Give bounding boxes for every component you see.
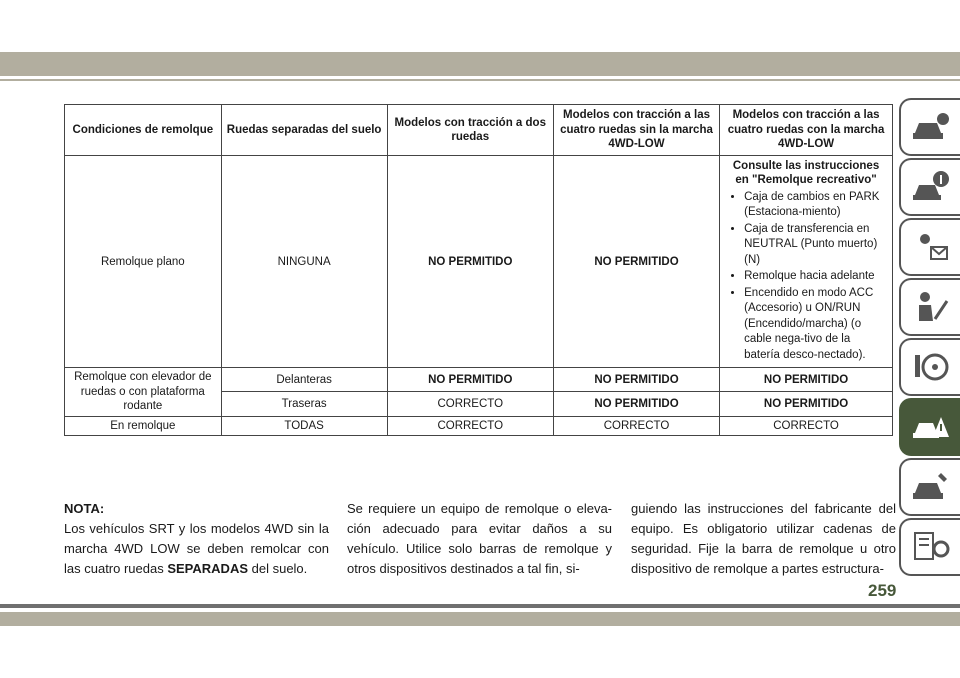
header-line: [0, 79, 960, 81]
car-wrench-icon: [911, 469, 951, 505]
table-cell: NO PERMITIDO: [387, 368, 553, 392]
tab-car-info[interactable]: [899, 98, 960, 156]
table-cell: NO PERMITIDO: [720, 368, 893, 392]
tab-maintenance[interactable]: [899, 458, 960, 516]
list-item: • Caja de cambios en PARK (Estaciona-miento): [744, 190, 886, 221]
tab-steering[interactable]: [899, 338, 960, 396]
list-item: • Caja de transferencia en NEUTRAL (Punto muerto) (N): [744, 222, 886, 269]
footer-line: [0, 604, 960, 608]
table-row: [65, 156, 893, 368]
note-label: NOTA:: [64, 501, 105, 516]
table-cell-note: [720, 156, 893, 368]
car-info-circle-icon: [911, 169, 951, 205]
table-header: Modelos con tracción a dos ruedas: [387, 105, 553, 156]
specs-gear-icon: [911, 529, 951, 565]
table-header: Modelos con tracción a las cuatro ruedas sin la marcha 4WD-LOW: [553, 105, 719, 156]
table-cell: Delanteras: [221, 368, 387, 392]
table-header-row: [65, 105, 893, 156]
table-cell: Traseras: [221, 392, 387, 416]
tab-airbag[interactable]: [899, 278, 960, 336]
towing-table: [64, 104, 893, 436]
footer-band: [0, 612, 960, 626]
table-row: [65, 416, 893, 435]
tab-car-info-circle[interactable]: [899, 158, 960, 216]
table-cell: NO PERMITIDO: [553, 156, 719, 368]
table-cell: En remolque: [65, 416, 222, 435]
table-cell: NO PERMITIDO: [720, 392, 893, 416]
body-text-bold: SEPARADAS: [167, 561, 249, 576]
table-row: [65, 368, 893, 392]
table-cell: NO PERMITIDO: [553, 392, 719, 416]
table-cell: CORRECTO: [387, 416, 553, 435]
table-cell: NO PERMITIDO: [387, 156, 553, 368]
table-header: Condiciones de remolque: [65, 105, 222, 156]
table-cell: Remolque plano: [65, 156, 222, 368]
warning-lights-icon: [911, 229, 951, 265]
car-info-icon: [911, 109, 951, 145]
airbag-person-icon: [911, 289, 951, 325]
body-column-2: Se requiere un equipo de remolque o eleva-ción adecuado para evitar daños a su vehículo. Utilice solo barras de remolque y otros dispositivos destinados a tal fin, si-: [347, 501, 612, 576]
list-item: • Encendido en modo ACC (Accesorio) u ON/RUN (Encendido/marcha) (o cable nega-tivo de la batería desco-nectado).: [744, 286, 886, 364]
steering-wheel-icon: [911, 349, 951, 385]
note-bullets: [726, 190, 886, 364]
table-cell: TODAS: [221, 416, 387, 435]
tab-car-emergency[interactable]: [899, 398, 960, 456]
list-item: • Remolque hacia adelante: [744, 269, 886, 285]
car-emergency-icon: [911, 409, 951, 445]
table-cell: CORRECTO: [553, 416, 719, 435]
table-cell: NINGUNA: [221, 156, 387, 368]
body-column-3: guiendo las instrucciones del fabricante del equipo. Es obligatorio utilizar cadenas de seguridad. Fije la barra de remolque u otro dispositivo de remolque a partes estructura-: [631, 501, 896, 576]
table-cell: NO PERMITIDO: [553, 368, 719, 392]
table-cell: CORRECTO: [720, 416, 893, 435]
page-number: 259: [868, 581, 897, 600]
tab-warning-lights[interactable]: [899, 218, 960, 276]
table-cell: CORRECTO: [387, 392, 553, 416]
body-text: Los vehículos SRT y los modelos 4WD sin la marcha 4WD LOW se deben remolcar con las cuatro ruedas: [64, 521, 329, 576]
table-cell: Remolque con elevador de ruedas o con plataforma rodante: [65, 368, 222, 416]
note-title: Consulte las instrucciones en "Remolque recreativo": [732, 160, 880, 187]
header-band: [0, 52, 960, 76]
body-text: del suelo.: [248, 561, 308, 576]
tab-specs[interactable]: [899, 518, 960, 576]
body-column-1: [64, 499, 329, 579]
table-header: Ruedas separadas del suelo: [221, 105, 387, 156]
table-header: Modelos con tracción a las cuatro ruedas con la marcha 4WD-LOW: [720, 105, 893, 156]
